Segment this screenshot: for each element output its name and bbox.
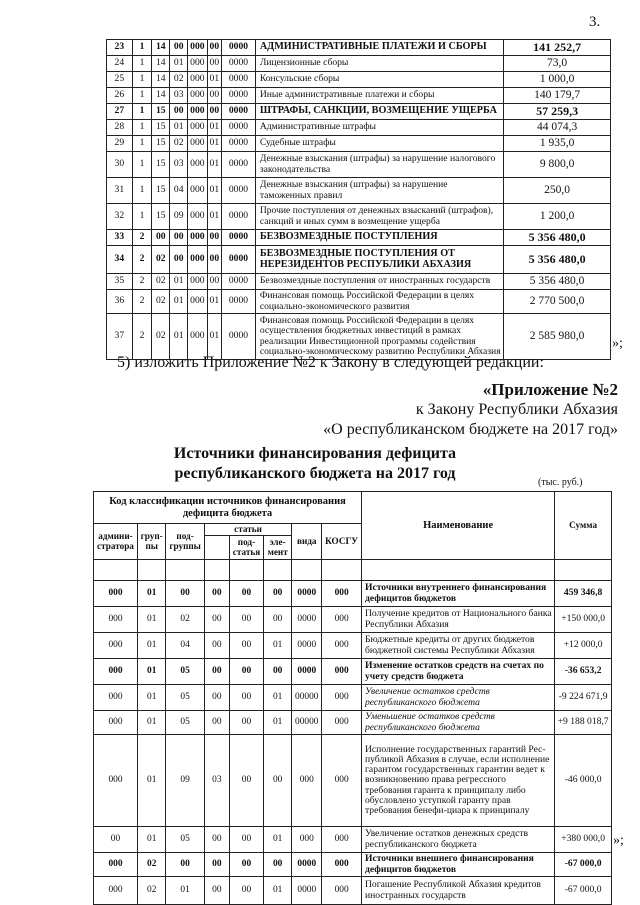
code-cell: 000: [94, 685, 138, 711]
code-cell: 01: [137, 827, 165, 853]
code-cell: 000: [188, 230, 207, 246]
table-row: [107, 246, 611, 274]
code-cell: 000: [188, 274, 207, 290]
code-cell: 15: [152, 178, 170, 204]
code-cell: 0000: [292, 877, 322, 905]
code-cell: 00: [207, 246, 222, 274]
row-name: Иные административные платежи и сборы: [255, 88, 503, 104]
code-cell: 0000: [222, 152, 256, 178]
row-number: 25: [107, 72, 133, 88]
code-cell: 01: [207, 136, 222, 152]
row-sum: -36 653,2: [555, 659, 612, 685]
row-name: Консульские сборы: [255, 72, 503, 88]
code-cell: 01: [170, 274, 188, 290]
code-cell: 000: [292, 827, 322, 853]
row-number: 31: [107, 178, 133, 204]
code-cell: 1: [132, 204, 152, 230]
row-sum: 5 356 480,0: [504, 246, 611, 274]
code-cell: 00: [229, 581, 263, 607]
code-cell: 01: [137, 711, 165, 735]
table-row: [94, 877, 612, 905]
code-cell: 000: [188, 290, 207, 314]
code-cell: 0000: [222, 88, 256, 104]
code-cell: 00: [229, 711, 263, 735]
code-cell: 05: [166, 685, 204, 711]
row-sum: 1 935,0: [504, 136, 611, 152]
code-cell: 01: [263, 685, 291, 711]
code-cell: 1: [132, 178, 152, 204]
code-cell: 000: [94, 633, 138, 659]
section-title-line2: республиканского бюджета на 2017 год: [174, 465, 456, 482]
code-cell: 000: [94, 877, 138, 905]
code-cell: 01: [170, 314, 188, 360]
table-row: [94, 633, 612, 659]
row-sum: +380 000,0: [555, 827, 612, 853]
code-cell: 01: [137, 735, 165, 827]
code-cell: 00: [204, 581, 229, 607]
row-sum: 2 585 980,0: [504, 314, 611, 360]
code-cell: 0000: [222, 246, 256, 274]
code-cell: 000: [322, 711, 362, 735]
code-cell: 00: [229, 659, 263, 685]
row-sum: 1 000,0: [504, 72, 611, 88]
code-cell: 00: [263, 607, 291, 633]
code-cell: 01: [170, 290, 188, 314]
section-title-line1: Источники финансирования дефицита: [173, 445, 457, 462]
row-name: Судебные штрафы: [255, 136, 503, 152]
code-cell: 000: [322, 685, 362, 711]
table-row: [107, 104, 611, 120]
code-cell: 2: [132, 314, 152, 360]
code-cell: 1: [132, 120, 152, 136]
header-subarticle: под-статья: [229, 536, 263, 560]
header-kind: вида: [292, 524, 322, 560]
deficit-financing-table: [93, 491, 612, 905]
row-name: БЕЗВОЗМЕЗДНЫЕ ПОСТУПЛЕНИЯ ОТ НЕРЕЗИДЕНТОВ РЕСПУБЛИКИ АБХАЗИЯ: [255, 246, 503, 274]
code-cell: 00: [207, 104, 222, 120]
row-number: 27: [107, 104, 133, 120]
code-cell: 02: [152, 246, 170, 274]
row-sum: 250,0: [504, 178, 611, 204]
header-sum: Сумма: [555, 492, 612, 560]
code-cell: 2: [132, 230, 152, 246]
code-cell: 0000: [222, 204, 256, 230]
code-cell: 02: [152, 314, 170, 360]
appendix-budget-line: «О республиканском бюджете на 2017 год»: [323, 421, 618, 438]
code-cell: 00: [229, 735, 263, 827]
code-cell: 00: [204, 633, 229, 659]
code-cell: 00: [263, 735, 291, 827]
code-cell: 000: [188, 56, 207, 72]
code-cell: 01: [170, 120, 188, 136]
appendix-law-line: к Закону Республики Абхазия: [415, 401, 618, 418]
code-cell: 000: [322, 659, 362, 685]
code-cell: 15: [152, 136, 170, 152]
code-cell: 15: [152, 204, 170, 230]
table1-closing-quote: »;: [612, 336, 623, 351]
row-number: 35: [107, 274, 133, 290]
code-cell: 02: [152, 274, 170, 290]
code-cell: 00: [166, 581, 204, 607]
code-cell: 03: [170, 152, 188, 178]
table-row: [94, 827, 612, 853]
code-cell: 01: [137, 633, 165, 659]
code-cell: 01: [207, 290, 222, 314]
code-cell: 00: [207, 274, 222, 290]
code-cell: 0000: [222, 136, 256, 152]
code-cell: 00: [263, 659, 291, 685]
code-cell: 00: [204, 685, 229, 711]
code-cell: 00: [170, 40, 188, 56]
code-cell: 15: [152, 120, 170, 136]
code-cell: 01: [166, 877, 204, 905]
row-sum: +150 000,0: [555, 607, 612, 633]
code-cell: 00: [229, 607, 263, 633]
row-sum: 2 770 500,0: [504, 290, 611, 314]
code-cell: 05: [166, 711, 204, 735]
code-cell: 0000: [292, 581, 322, 607]
code-cell: 05: [166, 659, 204, 685]
row-number: 36: [107, 290, 133, 314]
code-cell: 01: [207, 314, 222, 360]
table-row: [107, 40, 611, 56]
code-cell: 0000: [222, 274, 256, 290]
code-cell: 000: [188, 88, 207, 104]
row-name: Погашение Республикой Абхазия кредитов иностранных государств: [362, 877, 555, 905]
code-cell: 000: [322, 735, 362, 827]
row-sum: 1 200,0: [504, 204, 611, 230]
row-number: 28: [107, 120, 133, 136]
row-name: ШТРАФЫ, САНКЦИИ, ВОЗМЕЩЕНИЕ УЩЕРБА: [255, 104, 503, 120]
code-cell: 00: [204, 711, 229, 735]
code-cell: 00: [207, 230, 222, 246]
code-cell: 00: [166, 853, 204, 877]
code-cell: 00: [204, 827, 229, 853]
code-cell: 00: [229, 827, 263, 853]
code-cell: 000: [322, 853, 362, 877]
code-cell: 000: [322, 633, 362, 659]
table-row: [94, 853, 612, 877]
code-cell: 01: [207, 152, 222, 178]
code-cell: 00: [229, 633, 263, 659]
row-name: Прочие поступления от денежных взысканий (штрафов), санкций и иных сумм в возмещение ущерба: [255, 204, 503, 230]
code-cell: 02: [166, 607, 204, 633]
code-cell: 01: [137, 581, 165, 607]
code-cell: 000: [94, 711, 138, 735]
code-cell: 000: [94, 853, 138, 877]
code-cell: 0000: [222, 56, 256, 72]
header-admin: админи-стратора: [94, 524, 138, 560]
code-cell: 03: [170, 88, 188, 104]
table-row: [94, 581, 612, 607]
table-row: [94, 735, 612, 827]
row-name: Исполнение государственных гарантий Рес-публикой Абхазия в случае, если исполнение гарантом государственных гарантии ведет к возникновению права регрессного требования гаранта к принципалу либо обусловлено уступкой гаранту прав требования бенефи-циара к принципалу: [362, 735, 555, 827]
code-cell: 000: [322, 607, 362, 633]
code-cell: 14: [152, 88, 170, 104]
row-number: 23: [107, 40, 133, 56]
row-sum: -67 000,0: [555, 853, 612, 877]
code-cell: 02: [152, 290, 170, 314]
page-number: 3.: [589, 14, 601, 30]
code-cell: 00: [263, 853, 291, 877]
code-cell: 00000: [292, 711, 322, 735]
code-cell: 01: [263, 633, 291, 659]
row-sum: 57 259,3: [504, 104, 611, 120]
code-cell: 03: [204, 735, 229, 827]
row-sum: 5 356 480,0: [504, 274, 611, 290]
table2-closing-quote: »;: [613, 833, 624, 848]
code-cell: 0000: [222, 104, 256, 120]
code-cell: 01: [170, 56, 188, 72]
header-code-group: Код классификации источников финансирования дефицита бюджета: [94, 492, 362, 524]
header-element: эле-мент: [263, 536, 291, 560]
code-cell: 000: [322, 827, 362, 853]
row-sum: +12 000,0: [555, 633, 612, 659]
revenue-table: [106, 39, 611, 360]
row-sum: -67 000,0: [555, 877, 612, 905]
code-cell: 000: [188, 314, 207, 360]
code-cell: 2: [132, 290, 152, 314]
appendix-title: «Приложение №2: [482, 380, 618, 399]
row-sum: 5 356 480,0: [504, 230, 611, 246]
header-name: Наименование: [362, 492, 555, 560]
table-row: [94, 685, 612, 711]
table-row: [107, 56, 611, 72]
code-cell: 01: [263, 877, 291, 905]
table-row: [107, 178, 611, 204]
row-name: Лицензионные сборы: [255, 56, 503, 72]
row-sum: 459 346,8: [555, 581, 612, 607]
code-cell: 01: [207, 120, 222, 136]
code-cell: 02: [137, 877, 165, 905]
code-cell: 00: [152, 230, 170, 246]
table-row: [107, 136, 611, 152]
code-cell: 01: [263, 711, 291, 735]
header-subgroup: под-группы: [166, 524, 204, 560]
table-row: [94, 711, 612, 735]
code-cell: 0000: [222, 178, 256, 204]
code-cell: 0000: [292, 633, 322, 659]
code-cell: 1: [132, 56, 152, 72]
code-cell: 000: [188, 178, 207, 204]
code-cell: 09: [170, 204, 188, 230]
row-name: Источники внутреннего финансирования дефицитов бюджетов: [362, 581, 555, 607]
row-name: Увеличение остатков средств республиканского бюджета: [362, 685, 555, 711]
row-name: Денежные взыскания (штрафы) за нарушение таможенных правил: [255, 178, 503, 204]
table-row: [107, 314, 611, 360]
units-label: (тыс. руб.): [538, 477, 583, 488]
table-row: [107, 72, 611, 88]
code-cell: 14: [152, 40, 170, 56]
table-row: [94, 607, 612, 633]
code-cell: 15: [152, 152, 170, 178]
header-article: [204, 536, 229, 560]
row-name: Изменение остатков средств на счетах по учету средств бюджета: [362, 659, 555, 685]
code-cell: 1: [132, 104, 152, 120]
code-cell: 00: [94, 827, 138, 853]
row-name: Источники внешнего финансирования дефицитов бюджетов: [362, 853, 555, 877]
code-cell: 1: [132, 152, 152, 178]
code-cell: 000: [188, 104, 207, 120]
code-cell: 01: [207, 72, 222, 88]
table-row: [107, 88, 611, 104]
row-sum: -9 224 671,9: [555, 685, 612, 711]
code-cell: 0000: [292, 853, 322, 877]
row-number: 29: [107, 136, 133, 152]
code-cell: 000: [322, 581, 362, 607]
row-name: Административные штрафы: [255, 120, 503, 136]
row-number: 32: [107, 204, 133, 230]
code-cell: 00: [229, 685, 263, 711]
code-cell: 1: [132, 72, 152, 88]
code-cell: 000: [292, 735, 322, 827]
header-group: груп-пы: [137, 524, 165, 560]
code-cell: 000: [94, 581, 138, 607]
table-row: [107, 120, 611, 136]
code-cell: 04: [170, 178, 188, 204]
code-cell: 00: [207, 56, 222, 72]
row-sum: 73,0: [504, 56, 611, 72]
code-cell: 000: [188, 72, 207, 88]
table-row: [94, 659, 612, 685]
row-name: АДМИНИСТРАТИВНЫЕ ПЛАТЕЖИ И СБОРЫ: [255, 40, 503, 56]
code-cell: 000: [188, 152, 207, 178]
row-name: БЕЗВОЗМЕЗДНЫЕ ПОСТУПЛЕНИЯ: [255, 230, 503, 246]
table-row: [107, 274, 611, 290]
code-cell: 000: [188, 246, 207, 274]
table-row: [107, 230, 611, 246]
row-sum: 140 179,7: [504, 88, 611, 104]
amendment-paragraph: 5) изложить Приложение №2 к Закону в следующей редакции:: [117, 354, 544, 371]
row-sum: 141 252,7: [504, 40, 611, 56]
code-cell: 00000: [292, 685, 322, 711]
row-name: Безвозмездные поступления от иностранных государств: [255, 274, 503, 290]
code-cell: 01: [137, 607, 165, 633]
code-cell: 00: [229, 853, 263, 877]
code-cell: 00: [207, 88, 222, 104]
code-cell: 14: [152, 56, 170, 72]
row-name: Бюджетные кредиты от других бюджетов бюджетной системы Республики Абхазия: [362, 633, 555, 659]
code-cell: 00: [204, 659, 229, 685]
row-number: 24: [107, 56, 133, 72]
code-cell: 2: [132, 246, 152, 274]
code-cell: 00: [170, 230, 188, 246]
row-sum: -46 000,0: [555, 735, 612, 827]
code-cell: 00: [263, 581, 291, 607]
code-cell: 0000: [222, 290, 256, 314]
code-cell: 00: [204, 853, 229, 877]
code-cell: 000: [94, 607, 138, 633]
row-name: Уменьшение остатков средств республиканского бюджета: [362, 711, 555, 735]
code-cell: 02: [137, 853, 165, 877]
code-cell: 00: [204, 877, 229, 905]
code-cell: 0000: [222, 120, 256, 136]
table-row: [107, 290, 611, 314]
code-cell: 02: [170, 136, 188, 152]
code-cell: 04: [166, 633, 204, 659]
code-cell: 000: [188, 40, 207, 56]
code-cell: 09: [166, 735, 204, 827]
code-cell: 0000: [222, 314, 256, 360]
code-cell: 01: [137, 659, 165, 685]
table-row: [107, 204, 611, 230]
row-sum: 9 800,0: [504, 152, 611, 178]
header-articles: статьи: [204, 524, 292, 536]
code-cell: 01: [263, 827, 291, 853]
row-number: 30: [107, 152, 133, 178]
appendix-heading: [323, 380, 618, 440]
code-cell: 2: [132, 274, 152, 290]
code-cell: 01: [137, 685, 165, 711]
code-cell: 000: [188, 120, 207, 136]
table-row: [107, 152, 611, 178]
code-cell: 000: [188, 204, 207, 230]
row-name: Денежные взыскания (штрафы) за нарушение налогового законодательства: [255, 152, 503, 178]
row-sum: 44 074,3: [504, 120, 611, 136]
code-cell: 01: [207, 204, 222, 230]
code-cell: 0000: [292, 607, 322, 633]
row-number: 34: [107, 246, 133, 274]
row-name: Увеличение остатков денежных средств республиканского бюджета: [362, 827, 555, 853]
code-cell: 14: [152, 72, 170, 88]
code-cell: 000: [322, 877, 362, 905]
code-cell: 1: [132, 40, 152, 56]
code-cell: 00: [204, 607, 229, 633]
row-number: 37: [107, 314, 133, 360]
code-cell: 00: [170, 246, 188, 274]
header-kosgu: КОСГУ: [322, 524, 362, 560]
code-cell: 000: [188, 136, 207, 152]
code-cell: 00: [207, 40, 222, 56]
code-cell: 01: [207, 178, 222, 204]
code-cell: 1: [132, 88, 152, 104]
row-number: 33: [107, 230, 133, 246]
row-number: 26: [107, 88, 133, 104]
code-cell: 02: [170, 72, 188, 88]
row-sum: +9 188 018,7: [555, 711, 612, 735]
code-cell: 000: [94, 659, 138, 685]
code-cell: 000: [94, 735, 138, 827]
code-cell: 15: [152, 104, 170, 120]
row-name: Получение кредитов от Национального банка Республики Абхазия: [362, 607, 555, 633]
row-name: Финансовая помощь Российской Федерации в целях осуществления бюджетных инвестиций в рамках реализации Инвестиционной программы содействия социально-экономическому развитию Республики Абхазия: [255, 314, 503, 360]
code-cell: 00: [170, 104, 188, 120]
code-cell: 0000: [222, 230, 256, 246]
code-cell: 1: [132, 136, 152, 152]
code-cell: 0000: [222, 72, 256, 88]
row-name: Финансовая помощь Российской Федерации в целях социально-экономического развития: [255, 290, 503, 314]
code-cell: 05: [166, 827, 204, 853]
code-cell: 0000: [222, 40, 256, 56]
code-cell: 0000: [292, 659, 322, 685]
code-cell: 00: [229, 877, 263, 905]
